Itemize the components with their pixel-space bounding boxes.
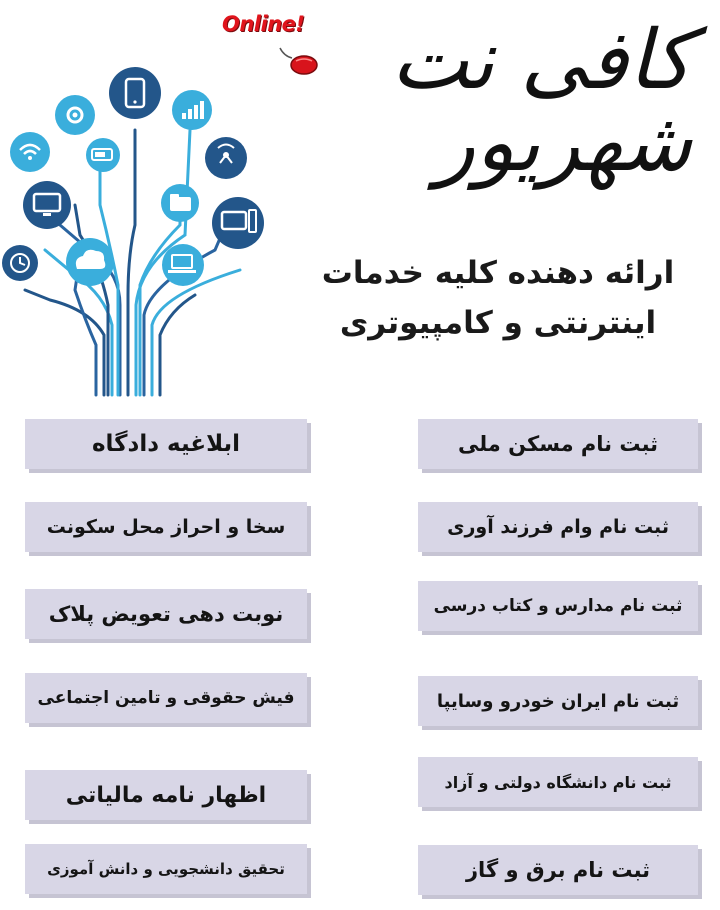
signal-bars-icon: [172, 90, 212, 130]
service-box: فیش حقوقی و تامین اجتماعی: [25, 673, 307, 723]
folder-icon: [161, 184, 199, 222]
gear-icon: [55, 95, 95, 135]
cloud-icon: [66, 238, 114, 286]
smartphone-icon: [109, 67, 161, 119]
service-box: ثبت نام دانشگاه دولتی و آزاد: [418, 757, 698, 807]
wifi-icon: [10, 132, 50, 172]
service-box: ثبت نام مسکن ملی: [418, 419, 698, 469]
laptop-icon: [162, 244, 204, 286]
antenna-icon: [205, 137, 247, 179]
service-box: اظهار نامه مالیاتی: [25, 770, 307, 820]
service-box: ثبت نام ایران خودرو وسایپا: [418, 676, 698, 726]
battery-icon: [86, 138, 120, 172]
service-box: ثبت نام وام فرزند آوری: [418, 502, 698, 552]
brand-title: کافی نت شهریور: [391, 13, 692, 190]
service-box: ثبت نام مدارس و کتاب درسی: [418, 581, 698, 631]
online-logo: Online!: [222, 12, 305, 36]
subtitle-line-1: ارائه دهنده کلیه خدمات: [321, 255, 675, 291]
service-box: سخا و احراز محل سکونت: [25, 502, 307, 552]
service-box: تحقیق دانشجویی و دانش آموزی: [25, 844, 307, 894]
subtitle: [298, 248, 698, 348]
service-box: نوبت دهی تعویض پلاک: [25, 589, 307, 639]
subtitle-line-2: اینترنتی و کامپیوتری: [339, 305, 657, 341]
clock-icon: [2, 245, 38, 281]
service-box: ثبت نام برق و گاز: [418, 845, 698, 895]
monitor-icon: [23, 181, 71, 229]
tech-tree-illustration: [0, 55, 290, 400]
service-box: ابلاغیه دادگاه: [25, 419, 307, 469]
desktop-computer-icon: [212, 197, 264, 249]
